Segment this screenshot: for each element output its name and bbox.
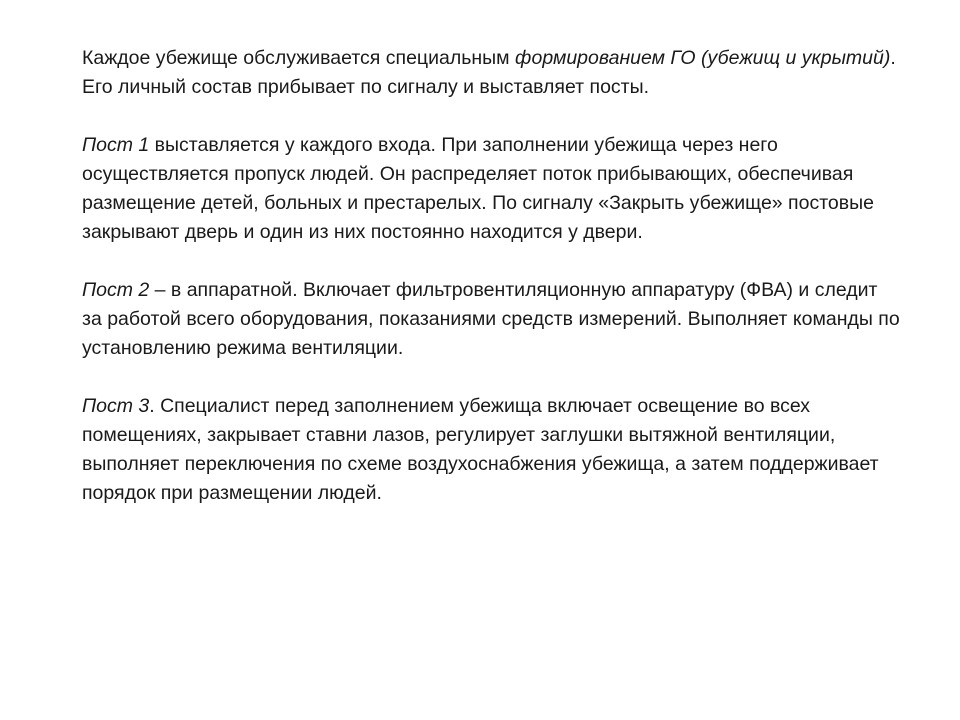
paragraph-post-1 <box>82 131 902 247</box>
intro-rest-text: . Его личный состав прибывает по сигналу и выставляет посты. <box>82 47 896 98</box>
slide-body-text <box>82 44 902 508</box>
post-1-label: Пост 1 <box>82 134 150 156</box>
paragraph-post-3 <box>82 392 902 508</box>
intro-text: Каждое убежище обслуживается специальным <box>82 47 515 69</box>
paragraph-post-2 <box>82 276 902 363</box>
paragraph-shelter-intro <box>82 44 902 102</box>
post-2-text: – в аппаратной. Включает фильтровентиляционную аппаратуру (ФВА) и следит за работой всего оборудования, показаниями средств измерений. Выполняет команды по установлению режима вентиляции. <box>82 279 900 359</box>
post-2-label: Пост 2 <box>82 279 150 301</box>
post-3-label: Пост 3 <box>82 395 150 417</box>
post-3-text: . Специалист перед заполнением убежища включает освещение во всех помещениях, закрывает ставни лазов, регулирует заглушки вытяжной вентиляции, выполняет переключения по схеме воздухоснабжения убежища, а затем поддерживает порядок при размещении людей. <box>82 395 879 504</box>
formation-emphasis: формированием ГО (убежищ и укрытий) <box>514 47 891 69</box>
post-1-text: выставляется у каждого входа. При заполнении убежища через него осуществляется пропуск людей. Он распределяет поток прибывающих, обеспечивая размещение детей, больных и престарелых. По сигналу «Закрыть убежище» постовые закрывают дверь и один из них постоянно находится у двери. <box>82 134 874 243</box>
